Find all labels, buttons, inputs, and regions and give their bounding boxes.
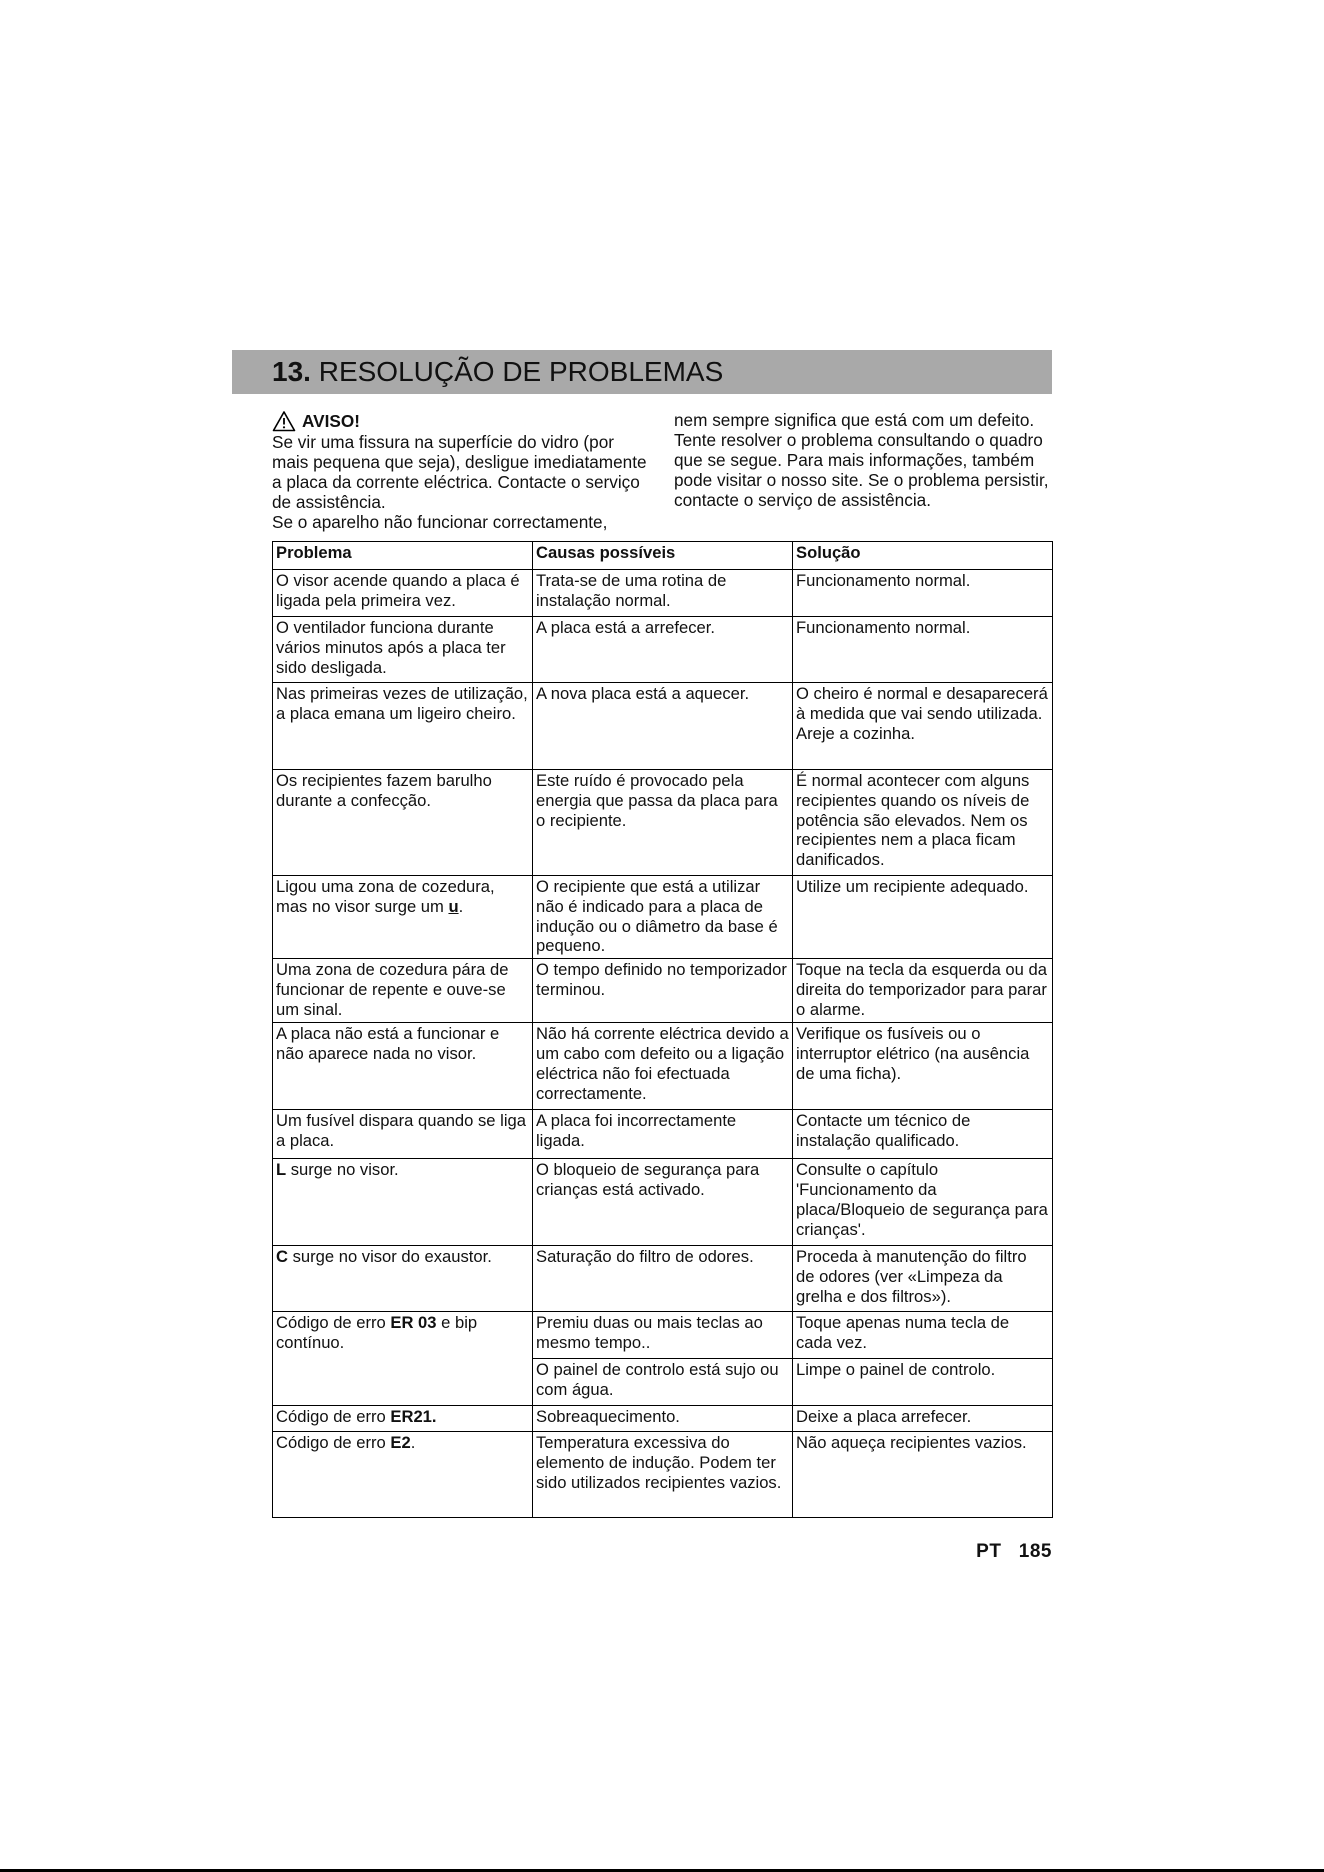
cause-cell: Trata-se de uma rotina de instalação normal. <box>533 570 793 617</box>
cause-cell: Saturação do filtro de odores. <box>533 1246 793 1312</box>
problem-cell <box>273 1159 533 1246</box>
troubleshooting-table <box>272 541 1053 1518</box>
section-title: RESOLUÇÃO DE PROBLEMAS <box>318 356 724 387</box>
problem-cell <box>273 1246 533 1312</box>
problem-cell: A placa não está a funcionar e não aparece nada no visor. <box>273 1023 533 1110</box>
error-code: ER 03 <box>390 1313 437 1333</box>
problem-cell: O visor acende quando a placa é ligada pela primeira vez. <box>273 570 533 617</box>
cause-cell: Premiu duas ou mais teclas ao mesmo tempo.. <box>533 1312 793 1359</box>
col-header-problem: Problema <box>273 542 533 570</box>
solution-cell: Funcionamento normal. <box>793 570 1053 617</box>
table-row <box>273 683 1053 770</box>
problem-cell <box>273 876 533 959</box>
cause-cell: O painel de controlo está sujo ou com água. <box>533 1359 793 1406</box>
solution-cell: Toque na tecla da esquerda ou da direita do temporizador para parar o alarme. <box>793 959 1053 1023</box>
solution-cell: Consulte o capítulo 'Funcionamento da placa/Bloqueio de segurança para crianças'. <box>793 1159 1053 1246</box>
cause-cell: Temperatura excessiva do elemento de indução. Podem ter sido utilizados recipientes vazios. <box>533 1432 793 1518</box>
cause-cell: A placa foi incorrectamente ligada. <box>533 1110 793 1159</box>
warning-text: Se vir uma fissura na superfície do vidro (por mais pequena que seja), desligue imediatamente a placa da corrente eléctrica. Contacte o serviço de assistência. <box>272 432 647 512</box>
section-header <box>232 350 1052 394</box>
problem-text-end: . <box>410 1433 416 1453</box>
problem-cell <box>273 1312 533 1406</box>
problem-cell: O ventilador funciona durante vários minutos após a placa ter sido desligada. <box>273 617 533 683</box>
problem-text: Ligou uma zona de cozedura, mas no visor surge um <box>276 877 495 916</box>
error-code: ER21. <box>390 1407 437 1427</box>
solution-cell: Deixe a placa arrefecer. <box>793 1406 1053 1432</box>
table-row <box>273 570 1053 617</box>
problem-cell <box>273 1432 533 1518</box>
display-code: u <box>448 896 459 916</box>
solution-cell: Proceda à manutenção do filtro de odores (ver «Limpeza da grelha e dos filtros»). <box>793 1246 1053 1312</box>
cause-cell: A placa está a arrefecer. <box>533 617 793 683</box>
table-row <box>273 1246 1053 1312</box>
cause-cell: O tempo definido no temporizador terminou. <box>533 959 793 1023</box>
page-number: 185 <box>1018 1541 1052 1562</box>
table-row <box>273 1023 1053 1110</box>
problem-text: Código de erro <box>276 1313 391 1333</box>
problem-text: Código de erro <box>276 1407 391 1427</box>
cause-cell: Este ruído é provocado pela energia que passa da placa para o recipiente. <box>533 770 793 876</box>
solution-cell: Contacte um técnico de instalação qualificado. <box>793 1110 1053 1159</box>
page-footer <box>940 1541 1052 1563</box>
problem-text-end: surge no visor do exaustor. <box>287 1247 492 1267</box>
solution-cell: Limpe o painel de controlo. <box>793 1359 1053 1406</box>
table-row <box>273 1432 1053 1518</box>
solution-cell: Utilize um recipiente adequado. <box>793 876 1053 959</box>
solution-cell: O cheiro é normal e desaparecerá à medida que vai sendo utilizada. Areje a cozinha. <box>793 683 1053 770</box>
table-row <box>273 1159 1053 1246</box>
error-code: E2 <box>390 1433 411 1453</box>
display-code: C <box>276 1247 288 1267</box>
table-row <box>273 1110 1053 1159</box>
cause-cell: A nova placa está a aquecer. <box>533 683 793 770</box>
solution-cell: Toque apenas numa tecla de cada vez. <box>793 1312 1053 1359</box>
problem-cell: Os recipientes fazem barulho durante a confecção. <box>273 770 533 876</box>
problem-cell: Nas primeiras vezes de utilização, a placa emana um ligeiro cheiro. <box>273 683 533 770</box>
intro-text-continued <box>674 410 1059 510</box>
problem-cell <box>273 1406 533 1432</box>
problem-text-end: surge no visor. <box>286 1160 399 1180</box>
cause-cell: Sobreaquecimento. <box>533 1406 793 1432</box>
cause-cell: O recipiente que está a utilizar não é indicado para a placa de indução ou o diâmetro da base é pequeno. <box>533 876 793 959</box>
warning-triangle-icon <box>272 410 296 432</box>
problem-text: Código de erro <box>276 1433 391 1453</box>
problem-text-end: e bip contínuo. <box>276 1313 478 1352</box>
solution-cell: Verifique os fusíveis ou o interruptor elétrico (na ausência de uma ficha). <box>793 1023 1053 1110</box>
table-row <box>273 1406 1053 1432</box>
table-row <box>273 959 1053 1023</box>
problem-cell: Uma zona de cozedura pára de funcionar de repente e ouve-se um sinal. <box>273 959 533 1023</box>
language-code: PT <box>976 1541 1002 1562</box>
problem-text-end: . <box>458 896 464 916</box>
intro-text-right: nem sempre significa que está com um defeito. Tente resolver o problema consultando o quadro que se segue. Para mais informações, também pode visitar o nosso site. Se o problema persistir, contacte o serviço de assistência. <box>674 410 1049 510</box>
section-number: 13. <box>272 356 311 387</box>
cause-cell: O bloqueio de segurança para crianças está activado. <box>533 1159 793 1246</box>
table-row <box>273 617 1053 683</box>
table-row <box>273 1312 1053 1359</box>
solution-cell: É normal acontecer com alguns recipientes quando os níveis de potência são elevados. Nem os recipientes nem a placa ficam danificados. <box>793 770 1053 876</box>
table-row <box>273 770 1053 876</box>
solution-cell: Funcionamento normal. <box>793 617 1053 683</box>
warning-heading <box>272 410 652 432</box>
table-header-row <box>273 542 1053 570</box>
solution-cell: Não aqueça recipientes vazios. <box>793 1432 1053 1518</box>
warning-title: AVISO! <box>302 411 360 431</box>
table-row <box>273 876 1053 959</box>
col-header-solution: Solução <box>793 542 1053 570</box>
display-code: L <box>276 1160 287 1180</box>
col-header-causes: Causas possíveis <box>533 542 793 570</box>
warning-block <box>272 410 652 532</box>
cause-cell: Não há corrente eléctrica devido a um cabo com defeito ou a ligação eléctrica não foi efectuada correctamente. <box>533 1023 793 1110</box>
problem-cell: Um fusível dispara quando se liga a placa. <box>273 1110 533 1159</box>
intro-text-start: Se o aparelho não funcionar correctamente, <box>272 512 608 532</box>
